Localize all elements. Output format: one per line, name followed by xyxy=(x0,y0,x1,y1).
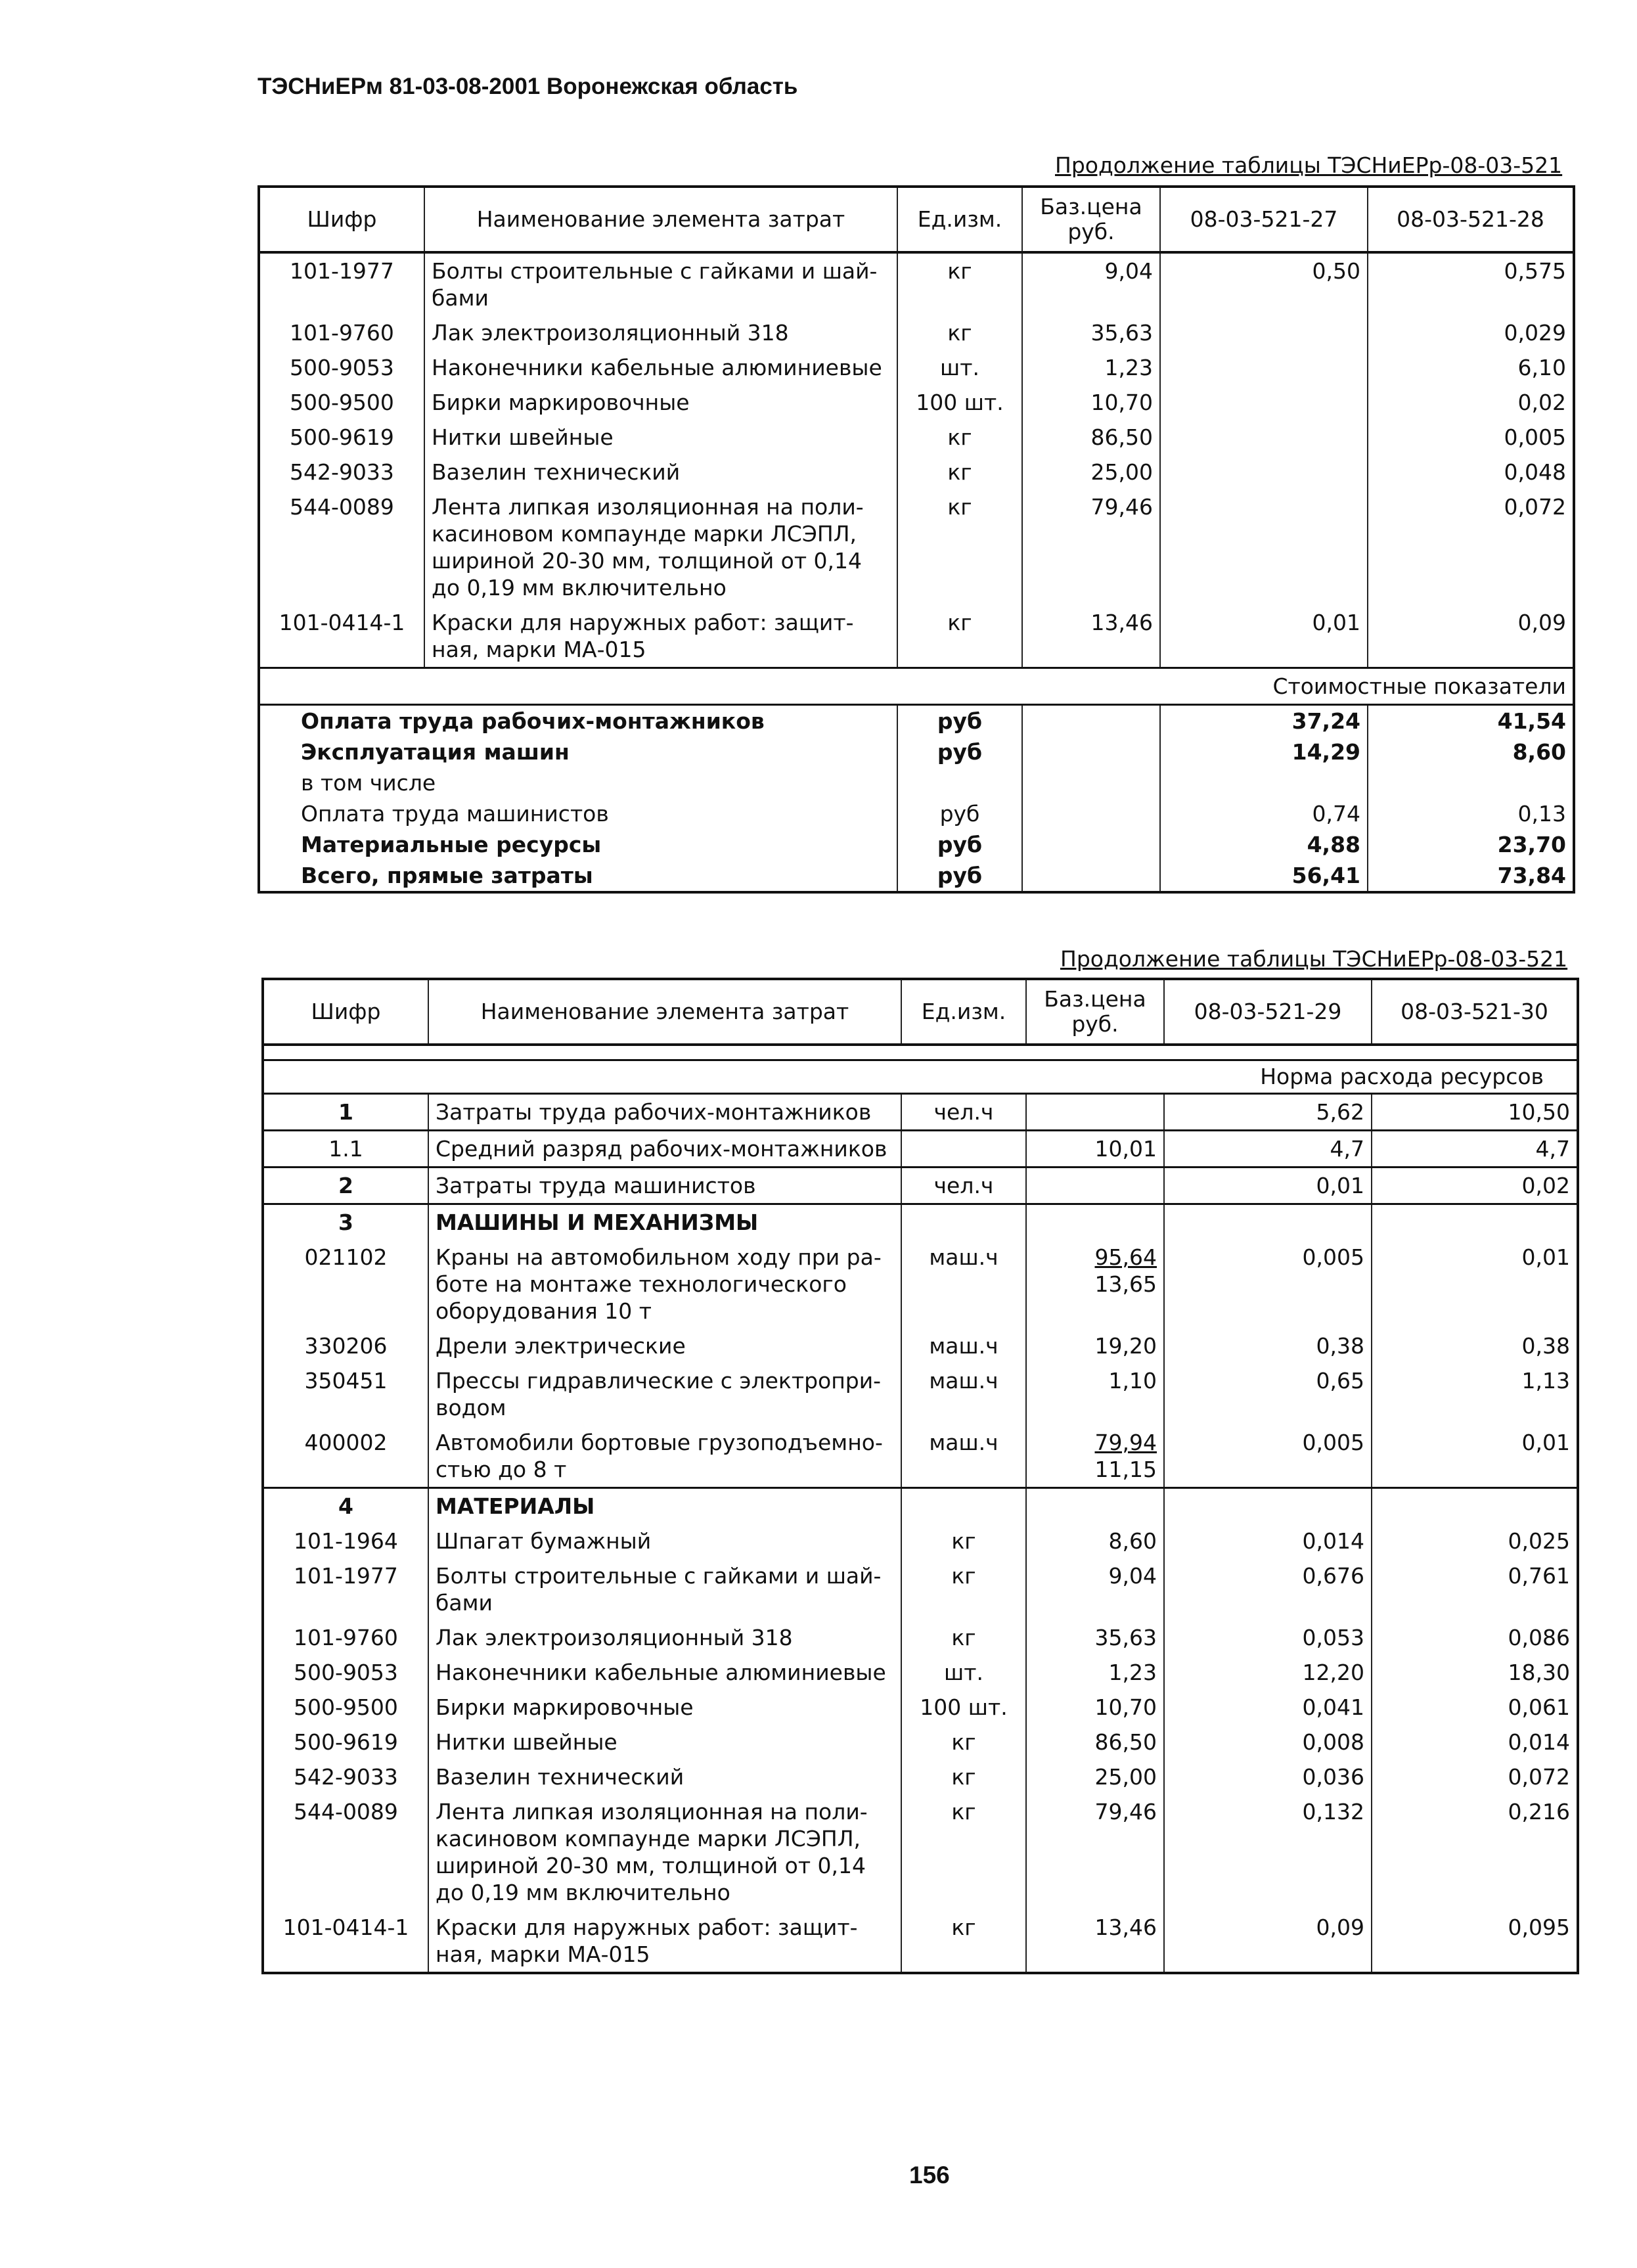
cost-value-1: 37,24 xyxy=(1160,705,1368,737)
row-price: 79,46 xyxy=(1022,489,1160,605)
row-name: Наконечники кабельные алюминиевые xyxy=(428,1655,901,1690)
row-price: 35,63 xyxy=(1026,1620,1164,1655)
cost-value-1: 56,41 xyxy=(1160,860,1368,892)
row-value-2: 0,38 xyxy=(1372,1328,1578,1363)
cost-value-1: 4,88 xyxy=(1160,829,1368,860)
cost-price xyxy=(1022,798,1160,829)
row-value-1: 0,65 xyxy=(1164,1363,1372,1425)
row-price: 10,70 xyxy=(1026,1690,1164,1725)
section-empty xyxy=(901,1204,1026,1240)
row-value-2: 0,025 xyxy=(1372,1524,1578,1558)
section-empty xyxy=(1164,1488,1372,1524)
section-empty xyxy=(1164,1204,1372,1240)
table-row xyxy=(259,605,1574,668)
table-row xyxy=(263,1725,1578,1759)
row-value-1: 0,09 xyxy=(1164,1910,1372,1973)
row-code: 544-0089 xyxy=(263,1794,428,1910)
row-price xyxy=(1026,1240,1164,1328)
row-price: 9,04 xyxy=(1022,252,1160,315)
row-code: 101-0414-1 xyxy=(259,605,424,668)
cost-value-2: 8,60 xyxy=(1368,737,1574,767)
row-code: 101-9760 xyxy=(259,315,424,350)
row-value-2: 10,50 xyxy=(1372,1094,1578,1131)
row-code: 2 xyxy=(263,1168,428,1204)
row-value-1: 0,01 xyxy=(1160,605,1368,668)
row-code: 500-9500 xyxy=(263,1690,428,1725)
row-price: 79,46 xyxy=(1026,1794,1164,1910)
table-row xyxy=(259,455,1574,489)
row-unit: шт. xyxy=(901,1655,1026,1690)
cost-heading: Стоимостные показатели xyxy=(259,668,1574,705)
col-code: Шифр xyxy=(263,979,428,1045)
row-unit: кг xyxy=(897,252,1022,315)
section-name: МАШИНЫ И МЕХАНИЗМЫ xyxy=(428,1204,901,1240)
row-name: Болты строительные с гайками и шай-бами xyxy=(428,1558,901,1620)
row-value-1: 0,132 xyxy=(1164,1794,1372,1910)
row-name: Краски для наружных работ: защит-ная, марки МА-015 xyxy=(424,605,897,668)
row-name: Лента липкая изоляционная на поли-касиновом компаунде марки ЛСЭПЛ, шириной 20-30 мм, толщиной от 0,14 до 0,19 мм включительно xyxy=(424,489,897,605)
table2 xyxy=(261,978,1579,1974)
table-row xyxy=(259,385,1574,420)
row-value-1 xyxy=(1160,385,1368,420)
row-code: 500-9619 xyxy=(259,420,424,455)
cost-label: Оплата труда рабочих-монтажников xyxy=(301,708,765,734)
row-value-1: 0,50 xyxy=(1160,252,1368,315)
row-price: 86,50 xyxy=(1026,1725,1164,1759)
table-row xyxy=(263,1910,1578,1973)
section-empty xyxy=(901,1488,1026,1524)
row-name: Лак электроизоляционный 318 xyxy=(428,1620,901,1655)
row-code: 542-9033 xyxy=(259,455,424,489)
page-header: ТЭСНиЕРм 81-03-08-2001 Воронежская область xyxy=(258,74,798,99)
row-value-1: 0,005 xyxy=(1164,1240,1372,1328)
section-empty xyxy=(1372,1204,1578,1240)
cost-unit: руб xyxy=(897,860,1022,892)
col-v2: 08-03-521-30 xyxy=(1372,979,1578,1045)
row-value-2: 0,216 xyxy=(1372,1794,1578,1910)
row-name: Нитки швейные xyxy=(424,420,897,455)
row-price-sub: 13,65 xyxy=(1094,1271,1157,1297)
row-value-2: 4,7 xyxy=(1372,1131,1578,1168)
row-name: Нитки швейные xyxy=(428,1725,901,1759)
cost-value-2: 0,13 xyxy=(1368,798,1574,829)
row-price: 13,46 xyxy=(1022,605,1160,668)
row-unit: кг xyxy=(901,1794,1026,1910)
cost-value-1: 0,74 xyxy=(1160,798,1368,829)
col-unit: Ед.изм. xyxy=(897,187,1022,252)
row-unit: кг xyxy=(901,1725,1026,1759)
row-code: 1 xyxy=(263,1094,428,1131)
row-unit: маш.ч xyxy=(901,1240,1026,1328)
row-value-1: 0,01 xyxy=(1164,1168,1372,1204)
row-price xyxy=(1026,1425,1164,1488)
row-value-2: 0,095 xyxy=(1372,1910,1578,1973)
table-row xyxy=(263,1094,1578,1131)
table-row xyxy=(263,1620,1578,1655)
table-row xyxy=(263,1328,1578,1363)
section-empty xyxy=(1026,1204,1164,1240)
row-unit xyxy=(901,1131,1026,1168)
cost-heading-row xyxy=(259,668,1574,705)
row-value-1 xyxy=(1160,455,1368,489)
table-row xyxy=(259,315,1574,350)
row-code: 400002 xyxy=(263,1425,428,1488)
row-code: 350451 xyxy=(263,1363,428,1425)
row-value-1: 0,014 xyxy=(1164,1524,1372,1558)
row-unit: кг xyxy=(897,420,1022,455)
row-name: Автомобили бортовые грузоподъемно-стью до 8 т xyxy=(428,1425,901,1488)
row-unit: маш.ч xyxy=(901,1425,1026,1488)
col-v1: 08-03-521-29 xyxy=(1164,979,1372,1045)
cost-unit: руб xyxy=(897,737,1022,767)
cost-unit xyxy=(897,767,1022,798)
row-value-2: 0,061 xyxy=(1372,1690,1578,1725)
row-code: 101-1977 xyxy=(259,252,424,315)
cost-label: Эксплуатация машин xyxy=(301,739,570,765)
table-row xyxy=(263,1524,1578,1558)
table-row xyxy=(263,1690,1578,1725)
row-unit: кг xyxy=(897,489,1022,605)
row-unit: 100 шт. xyxy=(897,385,1022,420)
row-unit: кг xyxy=(897,605,1022,668)
row-value-2: 0,09 xyxy=(1368,605,1574,668)
cost-value-2 xyxy=(1368,767,1574,798)
row-name: Прессы гидравлические с электропри-водом xyxy=(428,1363,901,1425)
col-unit: Ед.изм. xyxy=(901,979,1026,1045)
row-price-main: 19,20 xyxy=(1094,1333,1157,1359)
section-code: 4 xyxy=(263,1488,428,1524)
row-unit: кг xyxy=(897,315,1022,350)
row-value-2: 0,01 xyxy=(1372,1240,1578,1328)
norm-heading: Норма расхода ресурсов xyxy=(263,1060,1578,1094)
row-unit: кг xyxy=(901,1759,1026,1794)
row-code: 542-9033 xyxy=(263,1759,428,1794)
row-price xyxy=(1026,1328,1164,1363)
row-price: 9,04 xyxy=(1026,1558,1164,1620)
row-code: 500-9053 xyxy=(259,350,424,385)
cost-row xyxy=(259,829,1574,860)
row-code: 021102 xyxy=(263,1240,428,1328)
row-price: 10,01 xyxy=(1026,1131,1164,1168)
row-value-1: 0,38 xyxy=(1164,1328,1372,1363)
row-unit: шт. xyxy=(897,350,1022,385)
section-code: 3 xyxy=(263,1204,428,1240)
cost-value-1: 14,29 xyxy=(1160,737,1368,767)
row-price: 10,70 xyxy=(1022,385,1160,420)
row-unit: кг xyxy=(901,1558,1026,1620)
row-price: 86,50 xyxy=(1022,420,1160,455)
row-value-2: 0,048 xyxy=(1368,455,1574,489)
row-unit: чел.ч xyxy=(901,1094,1026,1131)
cost-row xyxy=(259,767,1574,798)
row-name: Шпагат бумажный xyxy=(428,1524,901,1558)
row-name: Бирки маркировочные xyxy=(428,1690,901,1725)
col-price: Баз.цена руб. xyxy=(1026,979,1164,1045)
row-code: 101-1977 xyxy=(263,1558,428,1620)
section-name: МАТЕРИАЛЫ xyxy=(428,1488,901,1524)
cost-label: Всего, прямые затраты xyxy=(301,863,593,888)
row-value-2: 0,575 xyxy=(1368,252,1574,315)
cost-value-2: 23,70 xyxy=(1368,829,1574,860)
row-name: Лента липкая изоляционная на поли-касиновом компаунде марки ЛСЭПЛ, шириной 20-30 мм, толщиной от 0,14 до 0,19 мм включительно xyxy=(428,1794,901,1910)
row-value-2: 6,10 xyxy=(1368,350,1574,385)
row-price: 8,60 xyxy=(1026,1524,1164,1558)
row-value-2: 0,072 xyxy=(1372,1759,1578,1794)
row-value-2: 0,761 xyxy=(1372,1558,1578,1620)
row-unit: кг xyxy=(901,1910,1026,1973)
row-value-2: 0,086 xyxy=(1372,1620,1578,1655)
row-name: Краски для наружных работ: защит-ная, марки МА-015 xyxy=(428,1910,901,1973)
row-code: 101-1964 xyxy=(263,1524,428,1558)
row-value-2: 1,13 xyxy=(1372,1363,1578,1425)
row-name: Бирки маркировочные xyxy=(424,385,897,420)
row-code: 330206 xyxy=(263,1328,428,1363)
col-v2: 08-03-521-28 xyxy=(1368,187,1574,252)
row-value-2: 0,02 xyxy=(1372,1168,1578,1204)
table-row xyxy=(259,420,1574,455)
row-price: 1,23 xyxy=(1022,350,1160,385)
table2-caption: Продолжение таблицы ТЭСНиЕРр-08-03-521 xyxy=(1060,946,1568,972)
cost-label: Оплата труда машинистов xyxy=(301,801,609,827)
row-price: 13,46 xyxy=(1026,1910,1164,1973)
row-value-2: 0,02 xyxy=(1368,385,1574,420)
cost-price xyxy=(1022,737,1160,767)
row-value-1: 0,041 xyxy=(1164,1690,1372,1725)
row-name: Наконечники кабельные алюминиевые xyxy=(424,350,897,385)
table1-caption: Продолжение таблицы ТЭСНиЕРр-08-03-521 xyxy=(1055,152,1563,178)
row-price-sub: 11,15 xyxy=(1094,1457,1157,1482)
row-name: Вазелин технический xyxy=(424,455,897,489)
table-row xyxy=(263,1363,1578,1425)
spacer xyxy=(263,1045,1578,1060)
row-unit: чел.ч xyxy=(901,1168,1026,1204)
cost-value-1 xyxy=(1160,767,1368,798)
table-row xyxy=(263,1655,1578,1690)
row-value-1: 12,20 xyxy=(1164,1655,1372,1690)
cost-unit: руб xyxy=(897,705,1022,737)
cost-row xyxy=(259,737,1574,767)
row-unit: маш.ч xyxy=(901,1328,1026,1363)
table-row xyxy=(263,1759,1578,1794)
cost-price xyxy=(1022,767,1160,798)
row-value-2: 0,005 xyxy=(1368,420,1574,455)
row-price-main: 79,94 xyxy=(1094,1430,1157,1455)
col-price: Баз.цена руб. xyxy=(1022,187,1160,252)
cost-label: в том числе xyxy=(301,770,436,796)
cost-unit: руб xyxy=(897,829,1022,860)
cost-row xyxy=(259,705,1574,737)
row-value-1 xyxy=(1160,315,1368,350)
row-code: 544-0089 xyxy=(259,489,424,605)
row-value-2: 18,30 xyxy=(1372,1655,1578,1690)
table-row xyxy=(263,1240,1578,1328)
row-value-1: 0,036 xyxy=(1164,1759,1372,1794)
row-value-2: 0,029 xyxy=(1368,315,1574,350)
row-value-2: 0,072 xyxy=(1368,489,1574,605)
cost-price xyxy=(1022,829,1160,860)
section-empty xyxy=(1372,1488,1578,1524)
row-code: 1.1 xyxy=(263,1131,428,1168)
row-unit: 100 шт. xyxy=(901,1690,1026,1725)
row-name: Средний разряд рабочих-монтажников xyxy=(428,1131,901,1168)
row-value-1 xyxy=(1160,489,1368,605)
norm-heading-row xyxy=(263,1060,1578,1094)
table-row xyxy=(259,252,1574,315)
col-name: Наименование элемента затрат xyxy=(424,187,897,252)
row-name: Болты строительные с гайками и шай-бами xyxy=(424,252,897,315)
row-unit: маш.ч xyxy=(901,1363,1026,1425)
row-code: 101-0414-1 xyxy=(263,1910,428,1973)
row-value-1: 0,676 xyxy=(1164,1558,1372,1620)
table-row xyxy=(263,1558,1578,1620)
row-value-2: 0,014 xyxy=(1372,1725,1578,1759)
row-price: 35,63 xyxy=(1022,315,1160,350)
table-row xyxy=(263,1425,1578,1488)
page-number: 156 xyxy=(909,2162,950,2189)
cost-price xyxy=(1022,860,1160,892)
row-price: 25,00 xyxy=(1022,455,1160,489)
table-row xyxy=(263,1168,1578,1204)
cost-value-2: 73,84 xyxy=(1368,860,1574,892)
row-name: Вазелин технический xyxy=(428,1759,901,1794)
section-empty xyxy=(1026,1488,1164,1524)
row-price xyxy=(1026,1168,1164,1204)
row-value-1: 0,005 xyxy=(1164,1425,1372,1488)
row-value-1: 0,053 xyxy=(1164,1620,1372,1655)
cost-value-2: 41,54 xyxy=(1368,705,1574,737)
row-name: Краны на автомобильном ходу при ра-боте на монтаже технологического оборудования 10 т xyxy=(428,1240,901,1328)
cost-label: Материальные ресурсы xyxy=(301,832,602,857)
row-value-1 xyxy=(1160,420,1368,455)
table-row xyxy=(263,1131,1578,1168)
norm-heading-row xyxy=(263,1045,1578,1060)
row-unit: кг xyxy=(901,1620,1026,1655)
row-unit: кг xyxy=(901,1524,1026,1558)
row-price: 25,00 xyxy=(1026,1759,1164,1794)
table-row xyxy=(259,350,1574,385)
row-name: Дрели электрические xyxy=(428,1328,901,1363)
table1 xyxy=(258,185,1575,894)
row-value-1: 4,7 xyxy=(1164,1131,1372,1168)
table-row xyxy=(259,489,1574,605)
cost-row xyxy=(259,860,1574,892)
col-v1: 08-03-521-27 xyxy=(1160,187,1368,252)
row-code: 101-9760 xyxy=(263,1620,428,1655)
row-value-1 xyxy=(1160,350,1368,385)
row-name: Затраты труда рабочих-монтажников xyxy=(428,1094,901,1131)
section-row xyxy=(263,1488,1578,1524)
row-price: 1,23 xyxy=(1026,1655,1164,1690)
section-row xyxy=(263,1204,1578,1240)
cost-unit: руб xyxy=(897,798,1022,829)
cost-price xyxy=(1022,705,1160,737)
row-name: Лак электроизоляционный 318 xyxy=(424,315,897,350)
row-name: Затраты труда машинистов xyxy=(428,1168,901,1204)
row-code: 500-9500 xyxy=(259,385,424,420)
row-price xyxy=(1026,1363,1164,1425)
row-unit: кг xyxy=(897,455,1022,489)
cost-row xyxy=(259,798,1574,829)
col-code: Шифр xyxy=(259,187,424,252)
row-code: 500-9619 xyxy=(263,1725,428,1759)
row-price-main: 1,10 xyxy=(1108,1368,1157,1394)
row-value-1: 0,008 xyxy=(1164,1725,1372,1759)
row-price xyxy=(1026,1094,1164,1131)
row-value-2: 0,01 xyxy=(1372,1425,1578,1488)
row-value-1: 5,62 xyxy=(1164,1094,1372,1131)
row-code: 500-9053 xyxy=(263,1655,428,1690)
col-name: Наименование элемента затрат xyxy=(428,979,901,1045)
table-row xyxy=(263,1794,1578,1910)
row-price-main: 95,64 xyxy=(1094,1244,1157,1270)
